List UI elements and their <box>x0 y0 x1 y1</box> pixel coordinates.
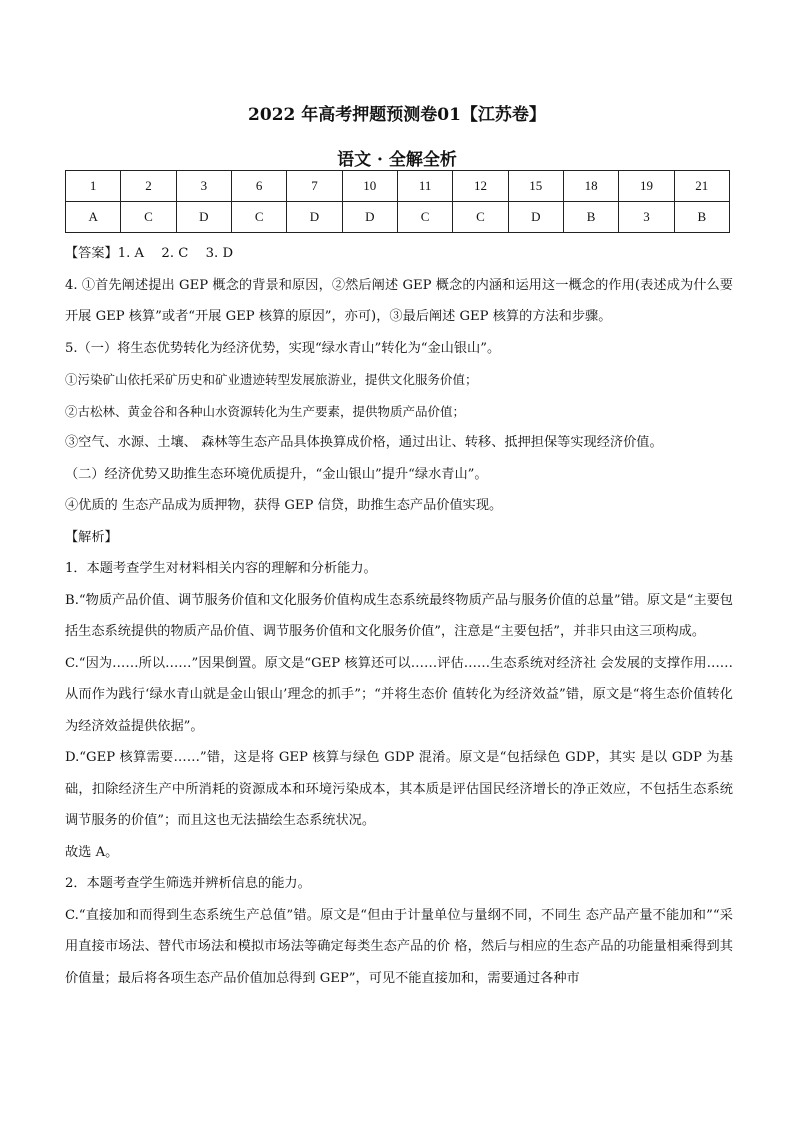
table-cell: 19 <box>619 171 674 202</box>
answer-paragraph-4: 4. ①首先阐述提出 GEP 概念的背景和原因，②然后阐述 GEP 概念的内涵和运用这一概念的作用(表述成为什么要开展 GEP 核算”或者“开展 GEP 核算的原因”，亦可)，③最后阐述 GEP 核算的方法和步骤。 <box>65 277 733 324</box>
table-cell: 10 <box>342 171 397 202</box>
table-cell: 2 <box>121 171 176 202</box>
table-cell: 3 <box>176 171 231 202</box>
solution-body <box>65 238 733 994</box>
analysis-option-d: D.“GEP 核算需要……”错，这是将 GEP 核算与绿色 GDP 混淆。原文是“包括绿色 GDP，其实 是以 GDP 为基础，扣除经济生产中所消耗的资源成本和环境污染成本，其本质是评估国民经济增长的净正效应，不包括生态系统调节服务的价值”；而且这也无法描绘生态系统状况。 <box>65 750 733 828</box>
table-cell: D <box>342 202 397 233</box>
table-cell: C <box>231 202 286 233</box>
answer-paragraph-5-part-1: 5.（一）将生态优势转化为经济优势，实现“绿水青山”转化为“金山银山”。 <box>65 340 501 356</box>
answer-paragraph-5-part-2: （二）经济优势又助推生态环境优质提升，“金山银山”提升“绿水青山”。 <box>65 466 488 482</box>
table-cell: 21 <box>674 171 729 202</box>
page-title: 2022 年高考押题预测卷01【江苏卷】 <box>248 105 546 125</box>
table-cell: 11 <box>397 171 452 202</box>
analysis-option-c-2: C.“直接加和而得到生态系统生产总值”错。原文是“但由于计量单位与量纲不同，不同生 态产品产量不能加和”“采用直接市场法、替代市场法和模拟市场法等确定每类生态产品的价 格，然后与相应的生态产品的功能量相乘得到其价值量；最后将各项生态产品价值加总得到 GEP”，可见不能直接加和，需要通过各种市 <box>65 907 733 986</box>
analysis-choice: 故选 A。 <box>65 844 119 860</box>
answer-point: ④优质的 生态产品成为质押物，获得 GEP 信贷，助推生态产品价值实现。 <box>65 498 503 513</box>
table-row-question-numbers <box>66 171 730 202</box>
answer-point: ③空气、水源、土壤、 森林等生态产品具体换算成价格，通过出让、转移、抵押担保等实现经济价值。 <box>65 435 663 450</box>
table-cell: 18 <box>563 171 618 202</box>
table-cell: C <box>397 202 452 233</box>
answer-point: ②古松林、黄金谷和各种山水资源转化为生产要素，提供物质产品价值； <box>65 403 466 419</box>
table-cell: A <box>66 202 121 233</box>
answer-summary: 【答案】1. A 2. C 3. D <box>65 246 234 261</box>
table-cell: 3 <box>619 202 674 233</box>
table-cell: D <box>508 202 563 233</box>
answer-point: ①污染矿山依托采矿历史和矿业遗迹转型发展旅游业，提供文化服务价值； <box>65 372 478 387</box>
analysis-item-1: 1．本题考查学生对材料相关内容的理解和分析能力。 <box>65 561 377 576</box>
table-cell: C <box>121 202 176 233</box>
analysis-option-c: C.“因为……所以……”因果倒置。原文是“GEP 核算还可以……评估……生态系统对经济社 会发展的支撑作用……从而作为践行‘绿水青山就是金山银山’理念的抓手”；“并将生态价 值转化为经济效益”错，原文是“将生态价值转化为经济效益提供依据”。 <box>65 655 733 734</box>
table-row-answers <box>66 202 730 233</box>
analysis-heading: 【解析】 <box>65 529 118 545</box>
page-subtitle: 语文 · 全解全析 <box>337 150 457 170</box>
table-cell: 12 <box>453 171 508 202</box>
table-cell: 7 <box>287 171 342 202</box>
table-cell: B <box>674 202 729 233</box>
table-cell: D <box>176 202 231 233</box>
analysis-option-b: B.“物质产品价值、调节服务价值和文化服务价值构成生态系统最终物质产品与服务价值的总量”错。原文是“主要包括生态系统提供的物质产品价值、调节服务价值和文化服务价值”，注意是“主要包括”，并非只由这三项构成。 <box>65 592 733 639</box>
table-cell: 15 <box>508 171 563 202</box>
answer-table <box>65 170 730 233</box>
table-cell: 6 <box>231 171 286 202</box>
table-cell: C <box>453 202 508 233</box>
table-cell: 1 <box>66 171 121 202</box>
table-cell: D <box>287 202 342 233</box>
analysis-item-2: 2．本题考查学生筛选并辨析信息的能力。 <box>65 876 311 891</box>
table-cell: B <box>563 202 618 233</box>
